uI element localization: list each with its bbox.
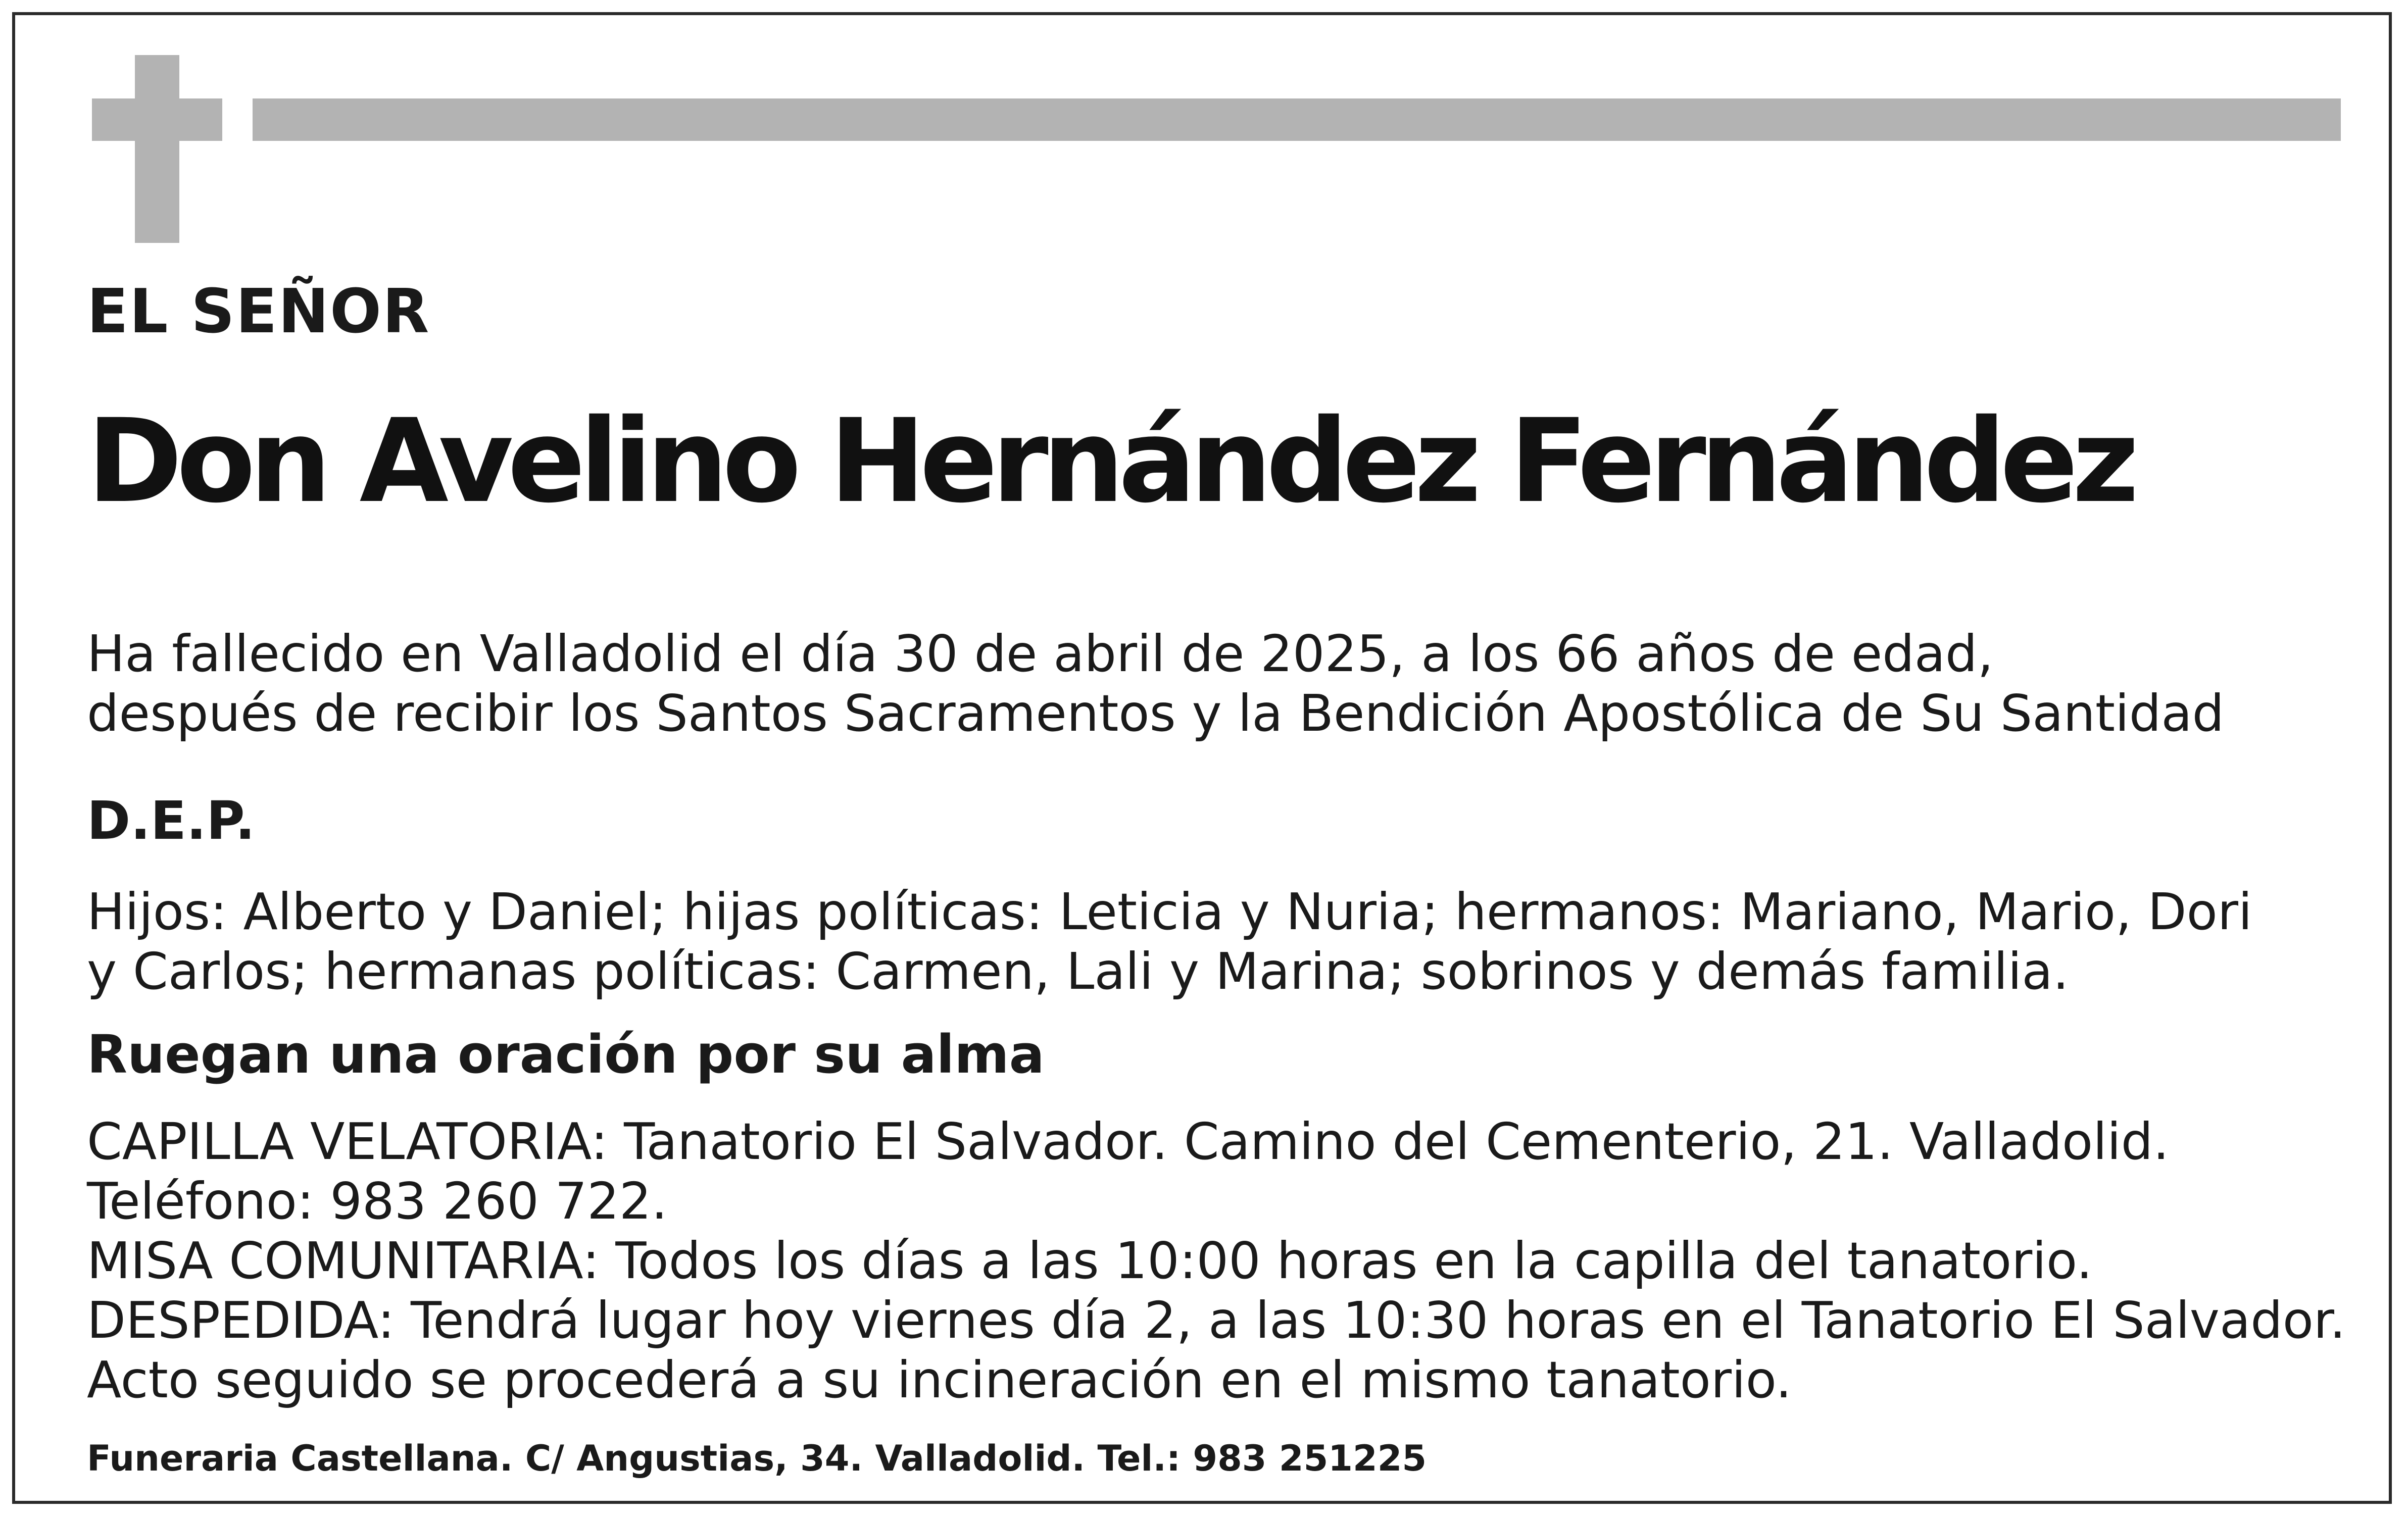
service-line-1: CAPILLA VELATORIA: Tanatorio El Salvador. Camino del Cementerio, 21. Valladolid.	[87, 1112, 2170, 1171]
death-line-2: después de recibir los Santos Sacramentos y la Bendición Apostólica de Su Santidad	[87, 684, 2225, 743]
cross-icon-arm	[92, 98, 222, 141]
cross-icon	[135, 55, 179, 243]
service-line-2: Teléfono: 983 260 722.	[87, 1172, 668, 1231]
honorific: EL SEÑOR	[87, 277, 430, 347]
service-line-3: MISA COMUNITARIA: Todos los días a las 10:00 horas en la capilla del tanatorio.	[87, 1231, 2093, 1290]
service-line-5: Acto seguido se procederá a su incineración en el mismo tanatorio.	[87, 1350, 1792, 1409]
header-rule	[253, 98, 2341, 141]
family-line-1: Hijos: Alberto y Daniel; hijas políticas: Leticia y Nuria; hermanos: Mariano, Mario, Dori	[87, 882, 2252, 941]
service-line-4: DESPEDIDA: Tendrá lugar hoy viernes día 2, a las 10:30 horas en el Tanatorio El Salvador.	[87, 1291, 2346, 1350]
deceased-name: Don Avelino Hernández Fernández	[87, 394, 2133, 528]
rip-label: D.E.P.	[87, 790, 256, 851]
prayer-request: Ruegan una oración por su alma	[87, 1024, 1045, 1085]
family-line-2: y Carlos; hermanas políticas: Carmen, Lali y Marina; sobrinos y demás familia.	[87, 942, 2069, 1001]
death-line-1: Ha fallecido en Valladolid el día 30 de abril de 2025, a los 66 años de edad,	[87, 624, 1994, 683]
funeral-home-footer: Funeraria Castellana. C/ Angustias, 34. Valladolid. Tel.: 983 251225	[87, 1438, 1427, 1479]
